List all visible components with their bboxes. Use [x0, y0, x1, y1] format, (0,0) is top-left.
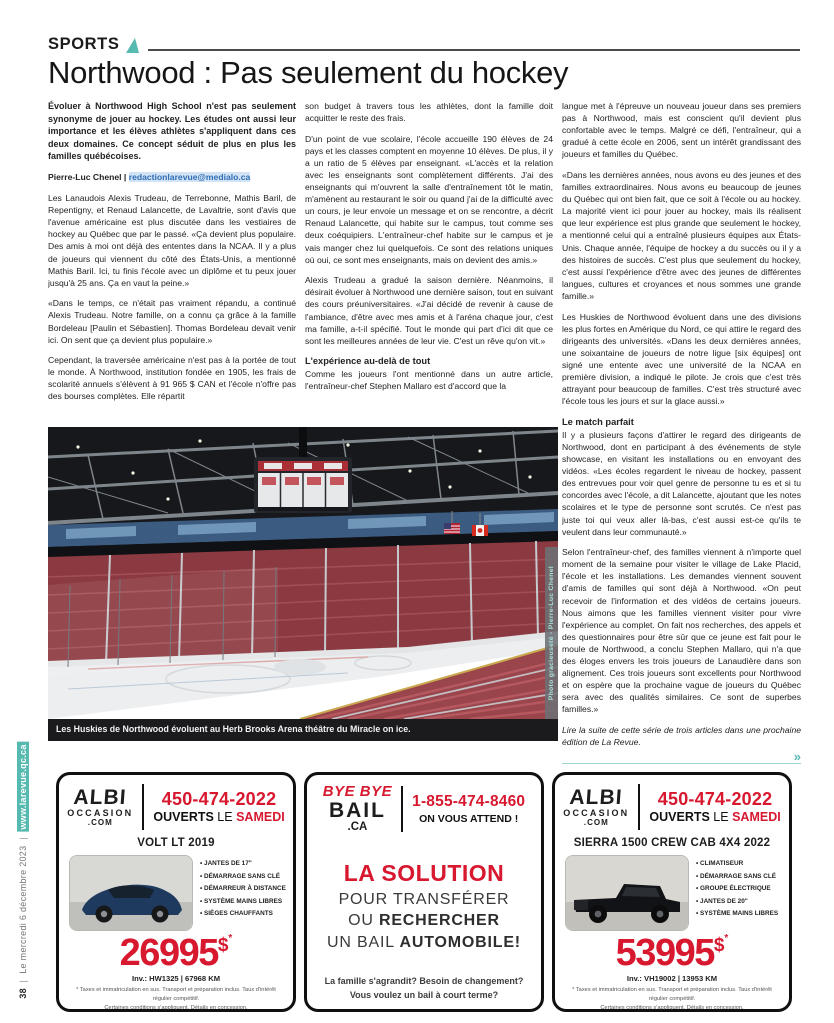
article-paragraph: son budget à travers tous les athlètes, dont la famille doit acquitter le reste des frais. [305, 101, 553, 124]
article-paragraph: «Dans le temps, ce n'était pas vraiment répandu, a continué Alexis Trudeau. Notre famille, on a connu ça grâce à la famille Bordeleau [Paulin et Sébastien]. Thomas Bordeleau devait venir ici. On sent que ça devient plus populaire.» [48, 298, 296, 345]
feature-item: • DÉMARRAGE SANS CLÉ [200, 873, 286, 880]
feature-item: • JANTES DE 20" [696, 898, 778, 905]
fine-print: * Taxes et immatriculation en sus. Transport et préparation inclus. Taux d'intérêt régulier compétitif. Certaines conditions s'appliquent. Détails en concession. [76, 987, 276, 1011]
page-number: 38 [18, 987, 28, 999]
ad-header [555, 775, 789, 830]
phone-number: 1-855-474-8460 [412, 792, 526, 810]
opening-hours: OUVERTS LE SAMEDI [153, 810, 285, 825]
ad-albi-sierra [552, 772, 792, 1012]
ad-header [307, 775, 541, 834]
photo-credit: Photo gracieuseté - Pierre-Luc Chenel [545, 547, 558, 719]
sierra-truck-photo [565, 855, 689, 931]
header-rule [148, 49, 800, 51]
end-of-article-icon: » [793, 749, 801, 764]
inventory-line: Inv.: VH19002 | 13953 KM [626, 974, 718, 983]
divider [142, 784, 144, 830]
vehicle-title: SIERRA 1500 CREW CAB 4X4 2022 [573, 837, 771, 849]
edition-info-strip [18, 725, 28, 1015]
article-paragraph: D'un point de vue scolaire, l'école accueille 190 élèves de 24 pays et les classes comptent en moyenne 10 élèves. De plus, il y a un ratio de 5 élèves par enseignant. «L'accès et la relation avec les enseignants sont complètement différents. J'ai des enseignants qui m'ouvrent la salle d'entraînement tôt le matin, m'amènent au restaurant le soir ou quand j'ai de la difficulté avec un cours, je leur envoie un message et on se rencontre, a décrit Renaud Lalancette, qui habite sur le campus, tout comme ses deux coéquipiers. L'entraîneur-chef habite sur le campus et je vais manger chez lui quelquefois. Ce sont des relations uniques où oui, ce sont mes enseignants, mais on devient des amis.» [305, 133, 553, 265]
divider [638, 784, 640, 830]
feature-item: • DÉMARREUR À DISTANCE [200, 885, 286, 892]
price: 53995$* [615, 932, 729, 974]
feature-item: • SIÈGES CHAUFFANTS [200, 910, 286, 917]
feature-list [696, 860, 778, 923]
ad-contact [412, 792, 525, 827]
article-paragraph: Les Lanaudois Alexis Trudeau, de Terrebonne, Mathis Baril, de Repentigny, et Renaud Lalancette, de Lavaltrie, sont d'avis que l'avenue américaine est plus discutée dans les vestiaires de hockey au Québec que par le passé. «Ça devient plus populaire. Des amis à moi ont déjà des ententes dans la NCAA. Il y a plus de joueurs qui viennent du côté des États-Unis, a mentionné Mathis Baril. Ici, tu finis l'école avec un diplôme et tu peux jouer jusqu'à 25 ans. Ça en vaut la peine.» [48, 193, 296, 288]
ad-message: LA SOLUTION POUR TRANSFÉRER OU RECHERCHER UN BAIL AUTOMOBILE! [327, 859, 521, 951]
website-link[interactable]: www.larevue.qc.ca [18, 743, 28, 829]
article-paragraph: Les Huskies de Northwood évoluent dans une des divisions les plus fortes en Amérique du Nord, ce qui attire le regard des dirigeants des universités. «Dans les deux dernières années, une soixantaine de joueurs de notre ligue [six équipes] ont signé une entente avec une université de la NCAA en première division, a indiqué le pilote. Je crois que c'est très attrayant pour beaucoup de familles. C'est très structuré avec l'école tous les jours et sur la glace aussi.» [562, 311, 801, 407]
article-paragraph: Alexis Trudeau a gradué la saison dernière. Néanmoins, il désirait évoluer à Northwood une dernière saison, tout en suivant des cours préuniversitaires. «J'ai décidé de revenir à cause de l'ambiance, d'être avec mes amis et à l'aréna chaque jour, c'est ma famille, a-t-il spécifié. Tout le monde qui part d'ici dit que ce sont les meilleures années de leur vie. C'est un rêve qu'on vit.» [305, 275, 553, 346]
section-flag-icon [125, 38, 140, 53]
article-column-1 [48, 100, 296, 427]
feature-item: • JANTES DE 17" [200, 860, 286, 867]
article-paragraph: langue met à l'épreuve un nouveau joueur dans ses premiers pas à Northwood, mais est conscient qu'il devient plus confortable avec le temps. Malgré ce défi, l'entraîneur, qui a gradué à cette école en 2006, sent un intérêt grandissant des joueurs et familles du Québec. [562, 101, 801, 160]
ad-contact [649, 788, 780, 826]
vehicle-title: VOLT LT 2019 [137, 837, 215, 849]
volt-car-photo [69, 855, 193, 931]
article-headline: Northwood : Pas seulement du hockey [48, 55, 569, 90]
byebyebail-logo: BYE BYE BAIL .CA [322, 783, 393, 833]
phone-number: 450-474-2022 [657, 788, 773, 809]
ad-contact [153, 788, 284, 826]
separator: | [18, 833, 28, 840]
lead-paragraph: Évoluer à Northwood High School n'est pas seulement synonyme de jouer au hockey. Les études ont aussi leur importance et les élèves athlètes s'appliquent dans ces deux domaines. Ce concept séduit de plus en plus les familles québécoises. [48, 101, 296, 162]
arena-photo-figure [48, 427, 558, 741]
fine-print: * Taxes et immatriculation en sus. Transport et préparation inclus. Taux d'intérêt régulier compétitif. Certaines conditions s'appliquent. Détails en concession. [572, 987, 772, 1011]
separator: | [18, 976, 28, 982]
subheading: L'expérience au-delà de tout [305, 356, 431, 367]
byline [48, 171, 296, 183]
arena-photo [48, 427, 558, 719]
subheading: Le match parfait [562, 416, 634, 427]
ad-byebyebail [304, 772, 544, 1012]
feature-item: • CLIMATISEUR [696, 860, 778, 867]
photo-caption: Les Huskies de Northwood évoluent au Herb Brooks Arena théâtre du Miracle on ice. [48, 719, 558, 741]
ad-header [59, 775, 293, 830]
price: 26995$* [119, 932, 233, 974]
end-of-article-rule [562, 749, 801, 764]
section-header [48, 36, 800, 53]
feature-item: • SYSTÈME MAINS LIBRES [696, 910, 778, 917]
tagline: ON VOUS ATTEND ! [419, 812, 519, 825]
feature-item: • DÉMARRAGE SANS CLÉ [696, 873, 778, 880]
article-paragraph: Comme les joueurs l'ont mentionné dans un autre article, l'entraîneur-chef Stephen Mallaro est d'accord que la [305, 369, 553, 392]
feature-item: • GROUPE ÉLECTRIQUE [696, 885, 778, 892]
ad-albi-volt [56, 772, 296, 1012]
article-column-3 [562, 100, 801, 762]
article-paragraph: Cependant, la traversée américaine n'est pas à la portée de tout le monde. À Northwood, institution fondée en 1905, les frais de scolarité annuels s'élèvent à 91 965 $ CAN et l'école n'offre pas des bourses complètes. Elle répartit [48, 355, 296, 402]
article-paragraph: Il y a plusieurs façons d'attirer le regard des dirigeants de Northwood, dont en participant à des événements de style showcase, en visitant les installations ou en envoyant des vidéos. «Les écoles regardent le niveau de hockey, passent des entrevues pour voir quel genre de personne tu es et si tu concordes avec l'école, a dit Lalancette, ajoutant que les notes scolaires et le type de personne sont scrutés. Ce n'est pas juste toi qui veux aller là-bas, c'est aussi est-ce qu'ils te veulent dans leur communauté.» [562, 429, 801, 537]
albi-logo: ALBI OCCASION .COM [67, 786, 134, 827]
series-note: Lire la suite de cette série de trois articles dans une prochaine édition de La Revue. [562, 725, 801, 748]
ad-questions: La famille s'agrandit? Besoin de changement? Vous voulez un bail à court terme? [324, 976, 524, 1001]
article-paragraph: Selon l'entraîneur-chef, des familles viennent à n'importe quel moment de la semaine pour visiter le village de Lake Placid, l'école et les installations. Les demandes viennent souvent d'amis de familles qui sont déjà à Northwood. «On peut recevoir de l'information et des vidéos de certains joueurs. Nous aimons que les familles viennent visiter pour vivre l'expérience au complet. On fait nos recherches, des appels et des questionnaires pour être sûr que ce jeune est fait pour le moule de Northwood, a conclu Stephen Mallaro, qui n'a que des éloges envers les trois joueurs de Lanaudière dans son alignement. Ces trois joueurs sont excellents pour Northwood et on espère que la prochaine vague de joueurs du Québec sera avec des qualités similaires. Ce sont de superbes familles.» [562, 547, 801, 715]
edition-date: Le mercredi 6 décembre 2023 [18, 845, 28, 974]
phone-number: 450-474-2022 [161, 788, 277, 809]
article-column-2 [305, 100, 553, 427]
inventory-line: Inv.: HW1325 | 67968 KM [131, 974, 221, 983]
feature-list [200, 860, 286, 923]
section-title: SPORTS [48, 35, 120, 53]
article-paragraph: «Dans les dernières années, nous avons eu des jeunes et des familles extraordinaires. Nous avons eu beaucoup de jeunes du Québec qui ont bien fait, que ce soit à l'école ou au hockey. La majorité vient ici pour jouer au hockey, mais ils réalisent que leur expérience est plus grande que seulement le hockey, a mentionné celui qui a entraîné plusieurs équipes aux États-Unis. Chaque année, l'équipe de hockey a du succès ou il y a des histoires de succès. C'est plus que seulement du hockey, c'est aussi l'expérience d'être avec des jeunes de différentes langues, cultures et croyances et nous sommes une grande famille.» [562, 169, 801, 301]
albi-logo: ALBI OCCASION .COM [563, 786, 630, 827]
byline-author: Pierre-Luc Chenel | [48, 172, 129, 183]
feature-item: • SYSTÈME MAINS LIBRES [200, 898, 286, 905]
opening-hours: OUVERTS LE SAMEDI [649, 810, 781, 825]
byline-email-link[interactable]: redactionlarevue@medialo.ca [128, 172, 251, 183]
divider [401, 786, 403, 832]
